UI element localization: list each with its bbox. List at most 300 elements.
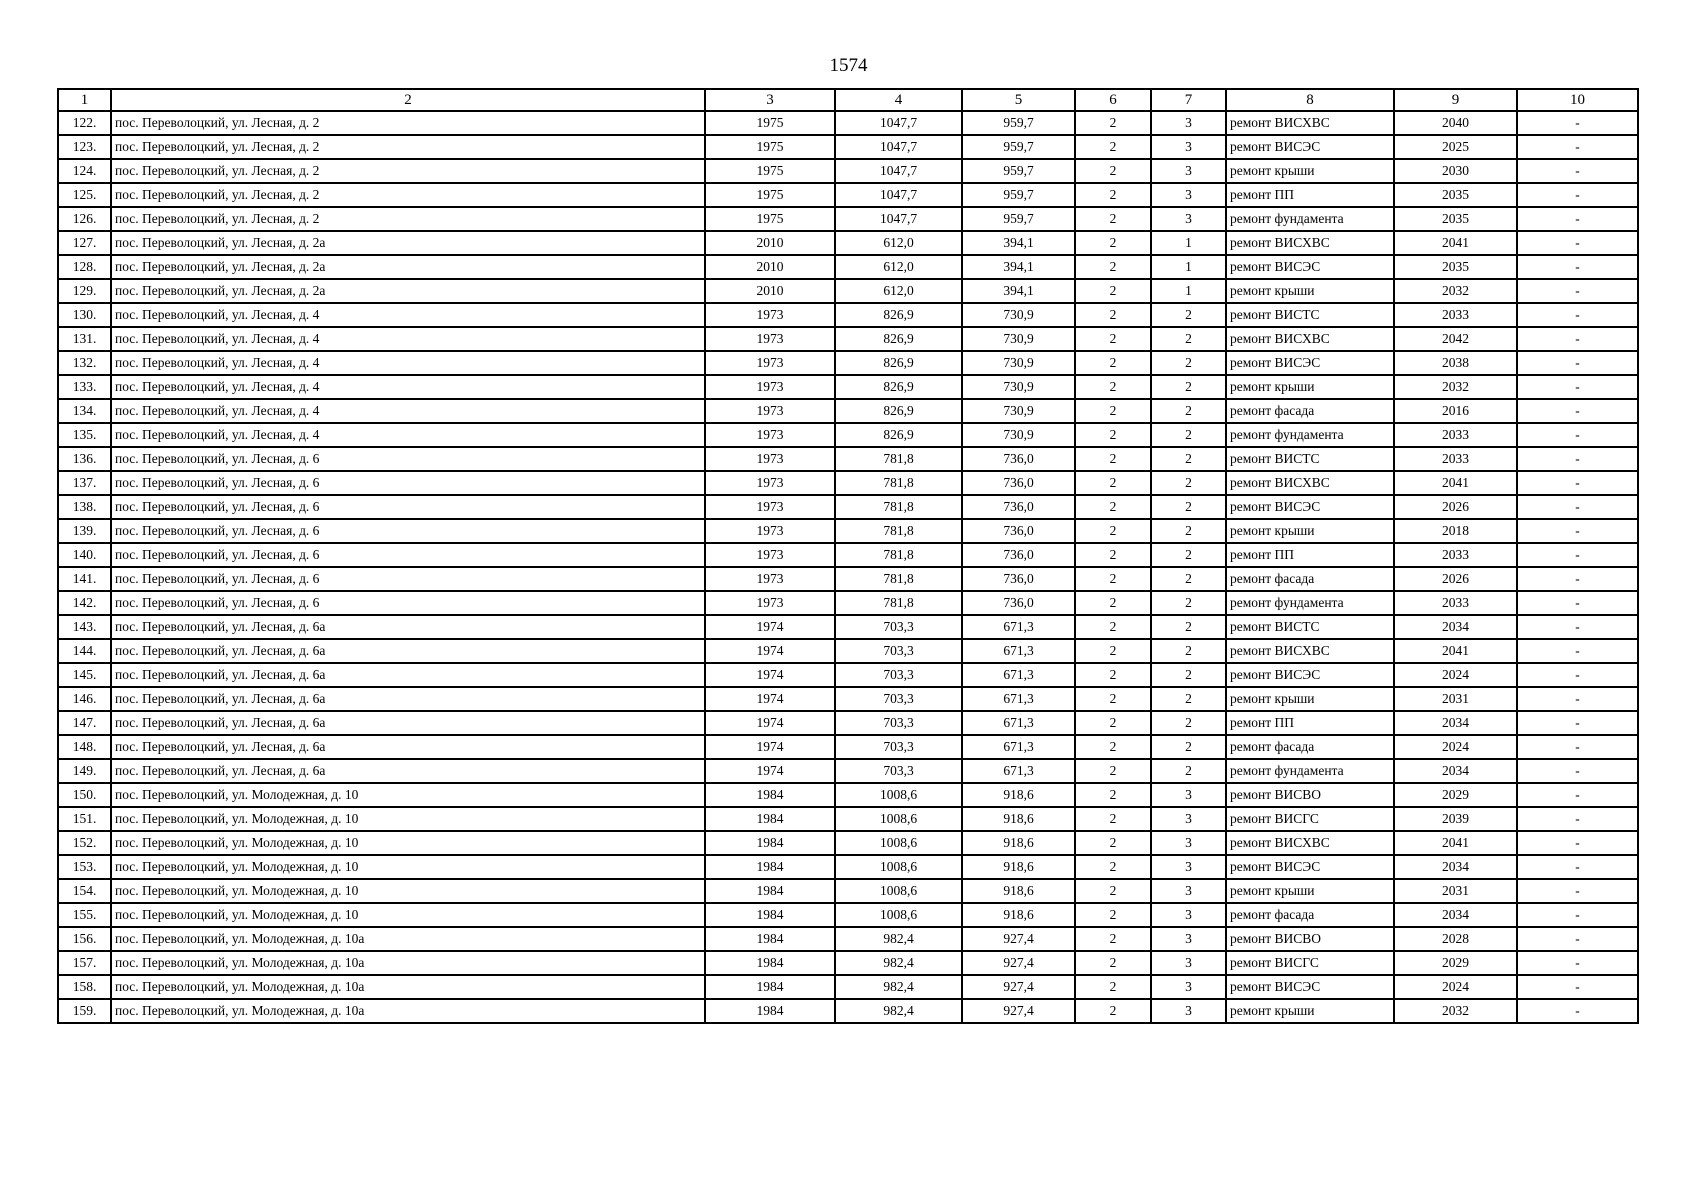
column-header: 1 [58, 89, 111, 111]
cell-row-number: 149. [58, 759, 111, 783]
cell-work-type: ремонт фундамента [1226, 759, 1394, 783]
cell-work-type: ремонт ВИСХВС [1226, 471, 1394, 495]
cell-work-type: ремонт крыши [1226, 159, 1394, 183]
cell-living-area: 918,6 [962, 783, 1075, 807]
cell-floors: 2 [1075, 927, 1151, 951]
cell-floors: 2 [1075, 783, 1151, 807]
cell-entrances: 3 [1151, 831, 1226, 855]
cell-planned-year: 2041 [1394, 231, 1517, 255]
cell-note: - [1517, 639, 1638, 663]
cell-total-area: 1008,6 [835, 831, 962, 855]
cell-floors: 2 [1075, 255, 1151, 279]
cell-living-area: 959,7 [962, 183, 1075, 207]
cell-row-number: 157. [58, 951, 111, 975]
cell-note: - [1517, 159, 1638, 183]
cell-year-built: 1974 [705, 759, 835, 783]
cell-planned-year: 2033 [1394, 591, 1517, 615]
cell-total-area: 612,0 [835, 231, 962, 255]
table-row [58, 951, 1638, 975]
cell-row-number: 133. [58, 375, 111, 399]
cell-planned-year: 2029 [1394, 951, 1517, 975]
cell-entrances: 3 [1151, 111, 1226, 135]
cell-row-number: 124. [58, 159, 111, 183]
cell-year-built: 1973 [705, 495, 835, 519]
cell-address: пос. Переволоцкий, ул. Молодежная, д. 10 [111, 879, 705, 903]
cell-year-built: 1975 [705, 183, 835, 207]
cell-entrances: 2 [1151, 591, 1226, 615]
cell-work-type: ремонт фундамента [1226, 591, 1394, 615]
cell-total-area: 781,8 [835, 567, 962, 591]
cell-living-area: 671,3 [962, 663, 1075, 687]
cell-living-area: 918,6 [962, 879, 1075, 903]
cell-address: пос. Переволоцкий, ул. Лесная, д. 6 [111, 471, 705, 495]
cell-note: - [1517, 279, 1638, 303]
cell-floors: 2 [1075, 207, 1151, 231]
cell-work-type: ремонт фундамента [1226, 423, 1394, 447]
cell-living-area: 918,6 [962, 855, 1075, 879]
cell-note: - [1517, 207, 1638, 231]
cell-note: - [1517, 423, 1638, 447]
cell-work-type: ремонт ВИСТС [1226, 615, 1394, 639]
cell-work-type: ремонт ВИСЭС [1226, 135, 1394, 159]
cell-planned-year: 2035 [1394, 207, 1517, 231]
cell-living-area: 671,3 [962, 639, 1075, 663]
cell-floors: 2 [1075, 351, 1151, 375]
cell-entrances: 2 [1151, 567, 1226, 591]
cell-work-type: ремонт ВИСХВС [1226, 639, 1394, 663]
cell-total-area: 982,4 [835, 975, 962, 999]
cell-year-built: 1974 [705, 639, 835, 663]
cell-planned-year: 2033 [1394, 303, 1517, 327]
cell-planned-year: 2033 [1394, 447, 1517, 471]
table-row [58, 231, 1638, 255]
cell-row-number: 138. [58, 495, 111, 519]
cell-floors: 2 [1075, 471, 1151, 495]
cell-total-area: 1008,6 [835, 783, 962, 807]
cell-floors: 2 [1075, 111, 1151, 135]
cell-entrances: 2 [1151, 615, 1226, 639]
cell-living-area: 927,4 [962, 999, 1075, 1023]
cell-floors: 2 [1075, 663, 1151, 687]
cell-address: пос. Переволоцкий, ул. Лесная, д. 4 [111, 351, 705, 375]
cell-living-area: 918,6 [962, 807, 1075, 831]
cell-planned-year: 2035 [1394, 255, 1517, 279]
cell-total-area: 982,4 [835, 999, 962, 1023]
cell-row-number: 148. [58, 735, 111, 759]
cell-living-area: 736,0 [962, 471, 1075, 495]
cell-entrances: 3 [1151, 783, 1226, 807]
cell-total-area: 1047,7 [835, 207, 962, 231]
table-row [58, 183, 1638, 207]
cell-address: пос. Переволоцкий, ул. Лесная, д. 6 [111, 591, 705, 615]
cell-floors: 2 [1075, 735, 1151, 759]
table-row [58, 351, 1638, 375]
cell-entrances: 1 [1151, 279, 1226, 303]
cell-row-number: 154. [58, 879, 111, 903]
table-row [58, 255, 1638, 279]
cell-entrances: 3 [1151, 183, 1226, 207]
cell-row-number: 147. [58, 711, 111, 735]
cell-total-area: 826,9 [835, 423, 962, 447]
cell-floors: 2 [1075, 279, 1151, 303]
cell-address: пос. Переволоцкий, ул. Лесная, д. 6а [111, 735, 705, 759]
cell-living-area: 927,4 [962, 927, 1075, 951]
cell-year-built: 2010 [705, 231, 835, 255]
cell-planned-year: 2038 [1394, 351, 1517, 375]
cell-floors: 2 [1075, 375, 1151, 399]
cell-floors: 2 [1075, 879, 1151, 903]
cell-year-built: 1973 [705, 375, 835, 399]
cell-floors: 2 [1075, 327, 1151, 351]
cell-floors: 2 [1075, 951, 1151, 975]
cell-year-built: 1984 [705, 807, 835, 831]
cell-address: пос. Переволоцкий, ул. Лесная, д. 4 [111, 423, 705, 447]
cell-note: - [1517, 687, 1638, 711]
cell-address: пос. Переволоцкий, ул. Лесная, д. 6 [111, 447, 705, 471]
cell-address: пос. Переволоцкий, ул. Молодежная, д. 10 [111, 855, 705, 879]
cell-row-number: 146. [58, 687, 111, 711]
cell-year-built: 1984 [705, 831, 835, 855]
cell-entrances: 2 [1151, 663, 1226, 687]
cell-note: - [1517, 591, 1638, 615]
cell-entrances: 2 [1151, 735, 1226, 759]
cell-total-area: 826,9 [835, 399, 962, 423]
cell-work-type: ремонт ПП [1226, 711, 1394, 735]
table-row [58, 711, 1638, 735]
table-row [58, 687, 1638, 711]
cell-address: пос. Переволоцкий, ул. Лесная, д. 2 [111, 207, 705, 231]
cell-year-built: 1984 [705, 975, 835, 999]
table-row [58, 639, 1638, 663]
table-row [58, 975, 1638, 999]
cell-entrances: 2 [1151, 375, 1226, 399]
table-row [58, 999, 1638, 1023]
cell-note: - [1517, 303, 1638, 327]
cell-floors: 2 [1075, 639, 1151, 663]
cell-row-number: 150. [58, 783, 111, 807]
cell-row-number: 141. [58, 567, 111, 591]
cell-planned-year: 2034 [1394, 711, 1517, 735]
table-row [58, 159, 1638, 183]
cell-address: пос. Переволоцкий, ул. Лесная, д. 4 [111, 399, 705, 423]
cell-address: пос. Переволоцкий, ул. Молодежная, д. 10 [111, 903, 705, 927]
cell-living-area: 959,7 [962, 135, 1075, 159]
cell-total-area: 781,8 [835, 495, 962, 519]
cell-total-area: 826,9 [835, 327, 962, 351]
cell-year-built: 1973 [705, 327, 835, 351]
cell-work-type: ремонт фасада [1226, 903, 1394, 927]
cell-note: - [1517, 327, 1638, 351]
cell-planned-year: 2028 [1394, 927, 1517, 951]
cell-entrances: 2 [1151, 519, 1226, 543]
cell-work-type: ремонт крыши [1226, 279, 1394, 303]
cell-planned-year: 2033 [1394, 423, 1517, 447]
cell-floors: 2 [1075, 135, 1151, 159]
cell-row-number: 134. [58, 399, 111, 423]
cell-note: - [1517, 231, 1638, 255]
cell-row-number: 153. [58, 855, 111, 879]
cell-entrances: 3 [1151, 903, 1226, 927]
cell-floors: 2 [1075, 423, 1151, 447]
cell-note: - [1517, 183, 1638, 207]
cell-address: пос. Переволоцкий, ул. Молодежная, д. 10 [111, 807, 705, 831]
cell-total-area: 612,0 [835, 255, 962, 279]
cell-work-type: ремонт фасада [1226, 399, 1394, 423]
table-row [58, 519, 1638, 543]
cell-work-type: ремонт фасада [1226, 567, 1394, 591]
cell-note: - [1517, 351, 1638, 375]
cell-floors: 2 [1075, 231, 1151, 255]
cell-living-area: 671,3 [962, 711, 1075, 735]
cell-work-type: ремонт крыши [1226, 519, 1394, 543]
cell-entrances: 2 [1151, 639, 1226, 663]
cell-total-area: 1047,7 [835, 111, 962, 135]
table-body [58, 111, 1638, 1023]
cell-entrances: 2 [1151, 351, 1226, 375]
cell-floors: 2 [1075, 759, 1151, 783]
cell-year-built: 1973 [705, 591, 835, 615]
cell-year-built: 1984 [705, 951, 835, 975]
cell-floors: 2 [1075, 831, 1151, 855]
cell-note: - [1517, 903, 1638, 927]
cell-floors: 2 [1075, 303, 1151, 327]
table-row [58, 807, 1638, 831]
cell-address: пос. Переволоцкий, ул. Лесная, д. 2 [111, 159, 705, 183]
cell-living-area: 671,3 [962, 615, 1075, 639]
cell-note: - [1517, 447, 1638, 471]
cell-year-built: 1973 [705, 351, 835, 375]
cell-living-area: 730,9 [962, 351, 1075, 375]
cell-year-built: 1984 [705, 903, 835, 927]
cell-floors: 2 [1075, 183, 1151, 207]
cell-entrances: 1 [1151, 255, 1226, 279]
cell-year-built: 2010 [705, 279, 835, 303]
cell-work-type: ремонт ВИСХВС [1226, 831, 1394, 855]
cell-entrances: 2 [1151, 687, 1226, 711]
cell-total-area: 1008,6 [835, 879, 962, 903]
table-row [58, 759, 1638, 783]
cell-row-number: 156. [58, 927, 111, 951]
cell-note: - [1517, 879, 1638, 903]
cell-living-area: 671,3 [962, 735, 1075, 759]
table-row [58, 111, 1638, 135]
cell-year-built: 1975 [705, 111, 835, 135]
cell-planned-year: 2032 [1394, 999, 1517, 1023]
cell-planned-year: 2026 [1394, 495, 1517, 519]
cell-planned-year: 2032 [1394, 375, 1517, 399]
cell-row-number: 136. [58, 447, 111, 471]
column-header: 9 [1394, 89, 1517, 111]
table-row [58, 471, 1638, 495]
cell-planned-year: 2041 [1394, 471, 1517, 495]
cell-work-type: ремонт ВИСТС [1226, 447, 1394, 471]
cell-work-type: ремонт ВИСГС [1226, 951, 1394, 975]
cell-note: - [1517, 519, 1638, 543]
cell-planned-year: 2024 [1394, 975, 1517, 999]
cell-note: - [1517, 471, 1638, 495]
cell-note: - [1517, 831, 1638, 855]
page-number: 1574 [829, 55, 868, 76]
cell-living-area: 736,0 [962, 543, 1075, 567]
cell-row-number: 125. [58, 183, 111, 207]
cell-row-number: 131. [58, 327, 111, 351]
cell-floors: 2 [1075, 999, 1151, 1023]
cell-note: - [1517, 615, 1638, 639]
cell-entrances: 2 [1151, 759, 1226, 783]
table-row [58, 543, 1638, 567]
cell-planned-year: 2042 [1394, 327, 1517, 351]
cell-address: пос. Переволоцкий, ул. Лесная, д. 6а [111, 639, 705, 663]
cell-row-number: 129. [58, 279, 111, 303]
cell-planned-year: 2024 [1394, 735, 1517, 759]
cell-year-built: 1984 [705, 783, 835, 807]
cell-planned-year: 2034 [1394, 759, 1517, 783]
table-row [58, 495, 1638, 519]
cell-note: - [1517, 567, 1638, 591]
table-row [58, 207, 1638, 231]
cell-work-type: ремонт фундамента [1226, 207, 1394, 231]
capital-repair-table [57, 88, 1639, 1024]
table-row [58, 903, 1638, 927]
cell-address: пос. Переволоцкий, ул. Лесная, д. 4 [111, 303, 705, 327]
cell-row-number: 151. [58, 807, 111, 831]
cell-planned-year: 2026 [1394, 567, 1517, 591]
cell-total-area: 703,3 [835, 663, 962, 687]
cell-planned-year: 2033 [1394, 543, 1517, 567]
cell-living-area: 736,0 [962, 447, 1075, 471]
cell-floors: 2 [1075, 447, 1151, 471]
cell-living-area: 959,7 [962, 111, 1075, 135]
cell-planned-year: 2025 [1394, 135, 1517, 159]
cell-work-type: ремонт ВИСЭС [1226, 855, 1394, 879]
table-row [58, 423, 1638, 447]
cell-note: - [1517, 135, 1638, 159]
cell-year-built: 1973 [705, 447, 835, 471]
cell-row-number: 127. [58, 231, 111, 255]
cell-planned-year: 2035 [1394, 183, 1517, 207]
cell-planned-year: 2018 [1394, 519, 1517, 543]
cell-note: - [1517, 711, 1638, 735]
table-row [58, 375, 1638, 399]
cell-work-type: ремонт ВИСЭС [1226, 663, 1394, 687]
cell-work-type: ремонт ПП [1226, 183, 1394, 207]
cell-year-built: 1975 [705, 159, 835, 183]
cell-year-built: 1973 [705, 567, 835, 591]
cell-year-built: 1974 [705, 687, 835, 711]
cell-floors: 2 [1075, 495, 1151, 519]
cell-entrances: 2 [1151, 471, 1226, 495]
cell-note: - [1517, 495, 1638, 519]
table-row [58, 447, 1638, 471]
cell-address: пос. Переволоцкий, ул. Лесная, д. 2 [111, 111, 705, 135]
cell-floors: 2 [1075, 711, 1151, 735]
table-row [58, 663, 1638, 687]
cell-living-area: 671,3 [962, 759, 1075, 783]
cell-entrances: 3 [1151, 951, 1226, 975]
cell-row-number: 135. [58, 423, 111, 447]
cell-year-built: 1974 [705, 711, 835, 735]
cell-living-area: 959,7 [962, 159, 1075, 183]
cell-entrances: 2 [1151, 327, 1226, 351]
cell-work-type: ремонт фасада [1226, 735, 1394, 759]
cell-living-area: 730,9 [962, 303, 1075, 327]
cell-total-area: 982,4 [835, 927, 962, 951]
table-row [58, 279, 1638, 303]
cell-entrances: 3 [1151, 975, 1226, 999]
cell-year-built: 1973 [705, 303, 835, 327]
cell-living-area: 959,7 [962, 207, 1075, 231]
cell-total-area: 826,9 [835, 351, 962, 375]
column-header: 8 [1226, 89, 1394, 111]
cell-living-area: 671,3 [962, 687, 1075, 711]
cell-total-area: 781,8 [835, 591, 962, 615]
cell-living-area: 736,0 [962, 567, 1075, 591]
cell-planned-year: 2039 [1394, 807, 1517, 831]
cell-total-area: 826,9 [835, 375, 962, 399]
cell-work-type: ремонт ВИСЭС [1226, 975, 1394, 999]
cell-entrances: 3 [1151, 207, 1226, 231]
cell-floors: 2 [1075, 519, 1151, 543]
cell-entrances: 2 [1151, 303, 1226, 327]
cell-year-built: 1973 [705, 423, 835, 447]
cell-total-area: 1008,6 [835, 903, 962, 927]
cell-row-number: 132. [58, 351, 111, 375]
column-header: 5 [962, 89, 1075, 111]
table-row [58, 735, 1638, 759]
cell-entrances: 2 [1151, 399, 1226, 423]
cell-note: - [1517, 975, 1638, 999]
cell-year-built: 1973 [705, 399, 835, 423]
cell-planned-year: 2031 [1394, 687, 1517, 711]
cell-planned-year: 2040 [1394, 111, 1517, 135]
cell-work-type: ремонт ВИСХВС [1226, 231, 1394, 255]
cell-entrances: 2 [1151, 711, 1226, 735]
cell-address: пос. Переволоцкий, ул. Лесная, д. 6а [111, 759, 705, 783]
cell-living-area: 394,1 [962, 279, 1075, 303]
cell-living-area: 730,9 [962, 375, 1075, 399]
cell-planned-year: 2034 [1394, 615, 1517, 639]
cell-planned-year: 2041 [1394, 831, 1517, 855]
cell-total-area: 1047,7 [835, 183, 962, 207]
cell-living-area: 918,6 [962, 903, 1075, 927]
cell-living-area: 394,1 [962, 231, 1075, 255]
cell-year-built: 1975 [705, 135, 835, 159]
cell-work-type: ремонт ВИСВО [1226, 927, 1394, 951]
cell-row-number: 122. [58, 111, 111, 135]
cell-work-type: ремонт ВИСВО [1226, 783, 1394, 807]
cell-work-type: ремонт ВИСХВС [1226, 111, 1394, 135]
cell-year-built: 1984 [705, 999, 835, 1023]
cell-year-built: 1984 [705, 879, 835, 903]
column-number-row [58, 89, 1638, 111]
cell-floors: 2 [1075, 975, 1151, 999]
cell-row-number: 155. [58, 903, 111, 927]
cell-note: - [1517, 375, 1638, 399]
cell-floors: 2 [1075, 591, 1151, 615]
cell-row-number: 159. [58, 999, 111, 1023]
cell-floors: 2 [1075, 687, 1151, 711]
cell-address: пос. Переволоцкий, ул. Лесная, д. 6а [111, 663, 705, 687]
cell-living-area: 730,9 [962, 327, 1075, 351]
cell-note: - [1517, 855, 1638, 879]
cell-note: - [1517, 951, 1638, 975]
table-row [58, 783, 1638, 807]
cell-total-area: 781,8 [835, 519, 962, 543]
cell-floors: 2 [1075, 903, 1151, 927]
cell-address: пос. Переволоцкий, ул. Лесная, д. 2а [111, 231, 705, 255]
cell-living-area: 927,4 [962, 975, 1075, 999]
column-header: 2 [111, 89, 705, 111]
